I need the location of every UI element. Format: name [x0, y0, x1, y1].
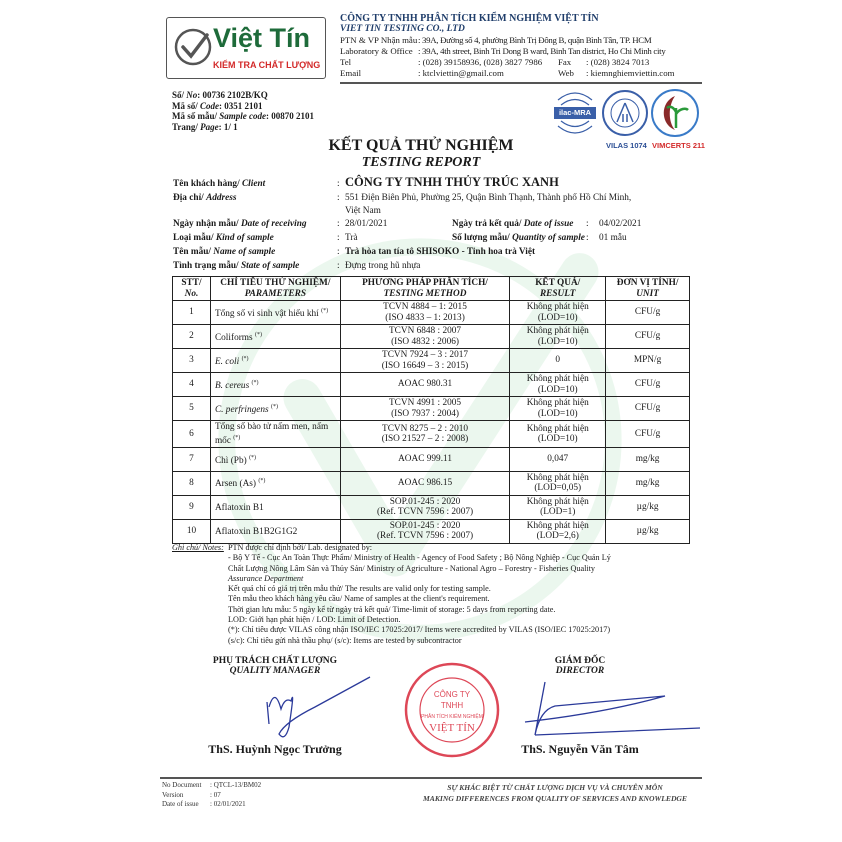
sample-code: : 00870 2101	[266, 111, 314, 121]
sample-code-label-en: Sample code	[219, 111, 266, 121]
column-header	[510, 277, 606, 301]
notes-label: Ghi chú/ Notes:	[172, 543, 224, 552]
testing-method	[340, 495, 510, 519]
accredited-mark: (*)	[233, 434, 241, 441]
parameter	[210, 448, 340, 472]
column-header-vi: ĐƠN VỊ TÍNH/	[616, 278, 679, 288]
sample-code-label: Mã số mẫu/	[172, 111, 220, 121]
director-name: ThS. Nguyễn Văn Tâm	[521, 742, 639, 756]
director-signature-block	[520, 656, 640, 756]
note-line: - Bộ Y Tế - Cục An Toàn Thực Phẩm/ Ministry of Health - Agency of Food Safety ; Bộ Nông Nghiệp - Cục Quản Lý	[228, 553, 611, 563]
colon: :	[337, 261, 340, 271]
result	[510, 397, 606, 421]
row-number: 10	[173, 519, 211, 543]
result-line: Không phát hiện	[526, 496, 589, 507]
date-label: Date of issue	[162, 800, 199, 809]
report-title-en: TESTING REPORT	[361, 155, 481, 170]
slogan-vi: SỰ KHÁC BIỆT TỪ CHẤT LƯỢNG DỊCH VỤ VÀ CHUYÊN MÔN	[447, 783, 663, 792]
result-line: (LOD=10)	[537, 434, 578, 445]
check-circle-icon	[173, 27, 213, 67]
address-vi: : 39A, Đường số 4, phường Bình Trị Đông B, quận Bình Tân, TP. HCM	[418, 35, 652, 45]
company-name-vi: CÔNG TY TNHH PHÂN TÍCH KIỂM NGHIỆM VIỆT TÍN	[340, 13, 599, 24]
results-table	[172, 276, 690, 544]
colon: :	[337, 179, 340, 189]
row-number: 9	[173, 495, 211, 519]
accredited-mark: (*)	[249, 454, 257, 461]
table-row	[173, 471, 690, 495]
table-row	[173, 421, 690, 448]
row-number: 8	[173, 471, 211, 495]
column-header-vi: PHƯƠNG PHÁP PHÂN TÍCH/	[362, 278, 488, 288]
column-header	[340, 277, 510, 301]
column-header	[173, 277, 211, 301]
unit: CFU/g	[606, 397, 690, 421]
column-header-en: No.	[184, 288, 199, 299]
header-divider	[340, 82, 702, 84]
unit: mg/kg	[606, 448, 690, 472]
parameter	[210, 397, 340, 421]
page-label-en: Page	[200, 121, 219, 132]
no-label: Số/	[172, 90, 187, 100]
colon: :	[337, 219, 340, 229]
method-line: TCVN 4991 : 2005	[388, 398, 462, 408]
table-row	[173, 495, 690, 519]
column-header-en: PARAMETERS	[244, 288, 306, 299]
method-line: TCVN 6848 : 2007	[388, 326, 462, 336]
result-line: 0	[555, 355, 561, 366]
email-label: Email	[340, 68, 362, 78]
column-header-vi: CHỈ TIÊU THỬ NGHIỆM/	[220, 278, 331, 288]
qty-label: Số lượng mẫu/ Quantity of sample	[452, 233, 585, 243]
method-line: AOAC 999.11	[398, 454, 452, 465]
parameter-name: Chì (Pb)	[214, 455, 247, 466]
column-header	[606, 277, 690, 301]
method-line: AOAC 980.31	[397, 379, 453, 390]
kind-label: Loại mẫu/ Kind of sample	[173, 233, 274, 243]
table-header-row	[173, 277, 690, 301]
note-line: PTN được chỉ định bởi/ Lab. designated by:	[228, 543, 373, 552]
method-line: (Ref. TCVN 7596 : 2007)	[376, 531, 474, 542]
result-line: Không phát hiện	[526, 302, 589, 312]
result-line: (LOD=10)	[537, 312, 578, 323]
accredited-mark: (*)	[321, 307, 329, 314]
notes	[172, 543, 702, 646]
row-number: 3	[173, 349, 211, 373]
method-line: (Ref. TCVN 7596 : 2007)	[376, 507, 474, 518]
accredited-mark: (*)	[258, 478, 266, 485]
table-row	[173, 301, 690, 325]
address-en: : 39A, 4th street, Binh Tri Dong B ward, Binh Tan district, Ho Chi Minh city	[418, 46, 666, 56]
testing-method	[340, 325, 510, 349]
web-label: Web	[558, 68, 574, 78]
tel-label: Tel	[340, 57, 352, 67]
address-vi-label: PTN & VP Nhận mẫu	[340, 35, 418, 45]
column-header-en: UNIT	[636, 288, 659, 299]
accredited-mark: (*)	[241, 355, 249, 362]
column-header	[210, 277, 340, 301]
parameter	[210, 495, 340, 519]
parameter-name: Tổng số bào tử nấm men, nấm mốc	[214, 422, 329, 446]
note-line: Tên mẫu theo khách hàng yêu cầu/ Name of samples at the client's requirement.	[228, 594, 490, 604]
logo-subtitle: KIỂM TRA CHẤT LƯỢNG	[213, 60, 321, 70]
client-label: Tên khách hàng/ Client	[173, 179, 266, 189]
ilac-mra-label: ilac-MRA	[558, 108, 592, 117]
note-line: Thời gian lưu mẫu: 5 ngày kể từ ngày trả kết quả/ Time-limit of storage: 5 days from reporting date.	[228, 604, 556, 614]
result-line: Không phát hiện	[526, 374, 589, 384]
method-line: TCVN 8275 – 2 : 2010	[382, 423, 469, 434]
company-logo	[166, 17, 326, 79]
parameter	[210, 421, 340, 448]
method-line: SOP.01-245 : 2020	[389, 496, 461, 507]
testing-method	[340, 349, 510, 373]
vilas-logo-icon	[601, 88, 649, 138]
row-number: 6	[173, 421, 211, 448]
result-line: Không phát hiện	[526, 472, 589, 483]
doc-date: : 02/01/2021	[210, 800, 246, 809]
quality-manager-name: ThS. Huỳnh Ngọc Trưởng	[208, 742, 342, 756]
code-label: Mã số/	[172, 100, 200, 111]
table-row	[173, 373, 690, 397]
address-en-label: Laboratory & Office	[340, 46, 413, 56]
director-title-vi: GIÁM ĐỐC	[554, 656, 606, 666]
testing-method	[340, 448, 510, 472]
result-line: (LOD=0,05)	[534, 483, 582, 494]
result	[510, 301, 606, 325]
page-label: Trang/	[172, 121, 201, 132]
table-row	[173, 519, 690, 543]
report-number: : 00736 2102B/KQ	[197, 90, 268, 100]
colon: :	[586, 219, 589, 229]
svg-text:CÔNG TY: CÔNG TY	[433, 690, 471, 699]
slogan-en: MAKING DIFFERENCES FROM QUALITY OF SERVICES AND KNOWLEDGE	[423, 794, 687, 803]
svg-text:VIỆT TÍN: VIỆT TÍN	[429, 722, 475, 734]
client-name: CÔNG TY TNHH THỦY TRÚC XANH	[345, 175, 559, 189]
sample-kind: Trà	[345, 233, 358, 243]
fax-label: Fax	[558, 57, 572, 67]
no-label-en: No	[186, 90, 198, 100]
director-title-en: DIRECTOR	[555, 666, 605, 676]
result	[510, 519, 606, 543]
parameter	[210, 471, 340, 495]
vilas-label: VILAS 1074	[606, 141, 647, 150]
table-row	[173, 397, 690, 421]
method-line: (ISO 16649 – 3 : 2015)	[381, 360, 469, 371]
report-ids	[172, 90, 314, 132]
colon: :	[337, 247, 340, 257]
colon: :	[337, 233, 340, 243]
colon: :	[337, 193, 340, 203]
parameter	[210, 349, 340, 373]
row-number: 7	[173, 448, 211, 472]
testing-method	[340, 421, 510, 448]
result	[510, 448, 606, 472]
method-line: (ISO 4832 : 2006)	[391, 336, 459, 347]
accredited-mark: (*)	[271, 403, 278, 410]
note-line: Chất Lượng Nông Lâm Sản và Thủy Sản/ Ministry of Agriculture - National Agro – Forestry - Fisheries Quality	[228, 563, 595, 573]
quality-manager-handwritten-signature	[255, 672, 375, 742]
unit: CFU/g	[606, 325, 690, 349]
page-number: : 1/ 1	[218, 121, 238, 132]
testing-method	[340, 471, 510, 495]
result	[510, 349, 606, 373]
result	[510, 421, 606, 448]
note-line: Kết quả chỉ có giá trị trên mẫu thử/ The results are valid only for testing sample.	[228, 584, 491, 594]
doc-label: No Document	[162, 781, 202, 789]
doc-number: : QTCL-13/BM02	[210, 781, 262, 789]
company-header	[340, 13, 715, 84]
parameter-name: Arsen (As)	[214, 479, 257, 490]
logo-title: Việt Tín	[213, 23, 311, 53]
result-line: (LOD=10)	[537, 384, 578, 395]
method-line: AOAC 986.15	[397, 478, 453, 489]
note-line: Assurance Department	[228, 573, 304, 583]
vimcerts-label: VIMCERTS 211	[652, 141, 705, 150]
slogan	[410, 782, 700, 804]
column-header-en: RESULT	[539, 288, 576, 299]
row-number: 4	[173, 373, 211, 397]
email: : ktclviettin@gmail.com	[418, 68, 504, 78]
column-header-vi: STT/	[181, 278, 202, 288]
client-address: 551 Điện Biên Phủ, Phường 25, Quận Bình Thạnh, Thành phố Hồ Chí Minh, Việt Nam	[345, 193, 632, 216]
method-line: (ISO 4833 – 1: 2013)	[385, 312, 465, 323]
vimcerts-logo-icon	[650, 88, 700, 138]
row-number: 1	[173, 301, 211, 325]
parameter-name: Tổng số vi sinh vật hiếu khí	[214, 308, 319, 319]
issue-label: Ngày trả kết quả/ Date of issue	[452, 219, 574, 229]
note-line: (s/c): Chỉ tiêu gửi nhà thầu phụ/ (s/c): Items are tested by subcontractor	[228, 635, 462, 645]
sample-name: Trà hòa tan tía tô SHISOKO - Tinh hoa trà Việt	[345, 247, 536, 257]
testing-method	[340, 301, 510, 325]
parameter	[210, 301, 340, 325]
method-line: TCVN 4884 – 1: 2015	[383, 302, 467, 312]
testing-method	[340, 397, 510, 421]
result	[510, 471, 606, 495]
parameter-name: B. cereus	[214, 380, 250, 391]
testing-method	[340, 519, 510, 543]
sample-state: Đựng trong hũ nhựa	[345, 261, 421, 271]
accredited-mark: (*)	[251, 379, 259, 386]
method-line: (ISO 21527 – 2 : 2008)	[381, 434, 469, 445]
table-row	[173, 448, 690, 472]
state-label: Tình trạng mẫu/ State of sample	[173, 261, 300, 271]
result-line: Không phát hiện	[526, 520, 589, 531]
date-received: 28/01/2021	[345, 219, 388, 229]
unit: MPN/g	[606, 349, 690, 373]
address-label: Địa chỉ/ Address	[173, 193, 237, 203]
quality-title-en: QUALITY MANAGER	[229, 666, 321, 676]
sample-name-label: Tên mẫu/ Name of sample	[173, 247, 276, 257]
result	[510, 325, 606, 349]
parameter	[210, 519, 340, 543]
table-row	[173, 349, 690, 373]
unit: CFU/g	[606, 421, 690, 448]
svg-text:PHÂN TÍCH KIỂM NGHIỆM: PHÂN TÍCH KIỂM NGHIỆM	[421, 714, 483, 720]
method-line: SOP.01-245 : 2020	[389, 520, 461, 531]
result-line: Không phát hiện	[526, 423, 589, 434]
sample-quantity: 01 mẫu	[599, 233, 627, 243]
received-label: Ngày nhận mẫu/ Date of receiving	[173, 219, 307, 229]
quality-title-vi: PHỤ TRÁCH CHẤT LƯỢNG	[212, 656, 338, 666]
parameter-name: E. coli	[214, 356, 240, 367]
code-label-en: Code	[200, 100, 219, 111]
director-handwritten-signature	[505, 680, 705, 738]
result	[510, 373, 606, 397]
accredited-mark: (*)	[255, 331, 262, 338]
result-line: (LOD=10)	[537, 336, 578, 347]
unit: µg/kg	[606, 495, 690, 519]
parameter	[210, 325, 340, 349]
report-title-vi: KẾT QUẢ THỬ NGHIỆM	[328, 137, 514, 154]
version: : 07	[210, 790, 221, 799]
method-line: (ISO 7937 : 2004)	[391, 408, 459, 419]
row-number: 2	[173, 325, 211, 349]
result-line: Không phát hiện	[526, 398, 589, 408]
parameter-name: Aflatoxin B1	[214, 503, 264, 514]
note-line: LOD: Giới hạn phát hiện / LOD: Limit of Detection.	[228, 615, 401, 625]
note-line: (*): Chỉ tiêu được VILAS công nhận ISO/IEC 17025:2017/ Items were accredited by VILAS (ISO/IEC 17025:2017)	[228, 625, 611, 635]
unit: mg/kg	[606, 471, 690, 495]
column-header-vi: KẾT QUẢ/	[535, 278, 581, 288]
version-label: Version	[162, 790, 184, 799]
result-line: (LOD=2,6)	[536, 531, 579, 542]
parameter	[210, 373, 340, 397]
date-issue: 04/02/2021	[599, 219, 642, 229]
unit: CFU/g	[606, 301, 690, 325]
result-line: (LOD=10)	[537, 408, 578, 419]
result-line: Không phát hiện	[526, 326, 589, 336]
code: : 0351 2101	[219, 100, 263, 111]
result	[510, 495, 606, 519]
parameter-name: Aflatoxin B1B2G1G2	[214, 527, 298, 538]
tel: : (028) 39158936, (028) 3827 7986	[418, 57, 543, 67]
company-name-en: VIET TIN TESTING CO., LTD	[340, 24, 465, 34]
testing-method	[340, 373, 510, 397]
column-header-en: TESTING METHOD	[383, 288, 467, 299]
web: : kiemnghiemviettin.com	[586, 68, 675, 78]
parameter-name: Coliforms	[214, 332, 253, 343]
row-number: 5	[173, 397, 211, 421]
document-info	[162, 781, 261, 810]
result-line: (LOD=1)	[540, 507, 576, 518]
table-row	[173, 325, 690, 349]
footer-divider	[160, 777, 702, 779]
result-line: 0,047	[547, 454, 569, 465]
colon: :	[586, 233, 589, 243]
fax: : (028) 3824 7013	[586, 57, 650, 67]
unit: CFU/g	[606, 373, 690, 397]
unit: µg/kg	[606, 519, 690, 543]
method-line: TCVN 7924 – 3 : 2017	[382, 350, 469, 360]
parameter-name: C. perfringens	[214, 404, 269, 415]
svg-text:TNHH: TNHH	[440, 701, 464, 710]
